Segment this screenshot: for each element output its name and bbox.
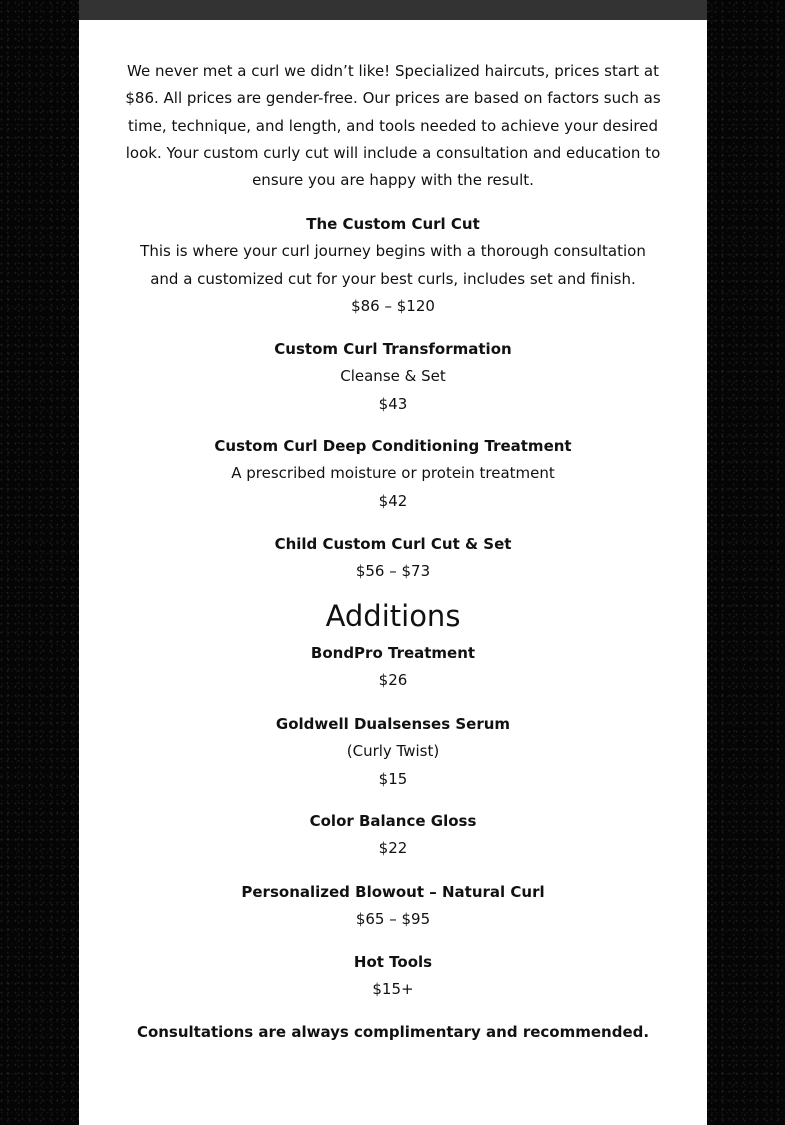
service-price: $86 – $120	[351, 296, 435, 315]
addition-title: Color Balance Gloss	[309, 812, 477, 830]
service-title: Custom Curl Deep Conditioning Treatment	[214, 437, 572, 455]
service-description: This is where your curl journey begins with a thorough consultation and a customized cut for your best curls, includes set and finish.	[140, 242, 646, 288]
addition-price: $22	[378, 839, 408, 858]
addition-price: $26	[378, 671, 408, 690]
service-custom-curl-transformation	[79, 336, 707, 418]
addition-price: $15	[378, 769, 408, 788]
service-title: Child Custom Curl Cut & Set	[274, 535, 512, 553]
service-child-cut	[79, 531, 707, 586]
addition-title: Hot Tools	[353, 953, 433, 971]
service-price: $56 – $73	[355, 562, 431, 581]
service-custom-curl-cut	[79, 211, 707, 320]
addition-color-gloss	[79, 808, 707, 863]
addition-blowout	[79, 879, 707, 934]
service-price: $42	[378, 491, 408, 510]
addition-hot-tools	[79, 949, 707, 1004]
top-bar	[79, 0, 707, 20]
addition-goldwell-serum	[79, 711, 707, 793]
addition-title: Goldwell Dualsenses Serum	[275, 715, 511, 733]
addition-price: $65 – $95	[355, 910, 431, 929]
service-deep-conditioning	[79, 433, 707, 515]
service-title: Custom Curl Transformation	[274, 340, 512, 358]
addition-title: BondPro Treatment	[310, 644, 476, 662]
service-price: $43	[378, 394, 408, 413]
service-description: Cleanse & Set	[340, 367, 446, 386]
addition-price: $15+	[372, 980, 414, 999]
addition-bondpro	[79, 640, 707, 695]
additions-heading: Additions	[325, 599, 461, 633]
addition-description: (Curly Twist)	[346, 742, 440, 761]
service-description: A prescribed moisture or protein treatment	[231, 464, 555, 483]
service-title: The Custom Curl Cut	[306, 215, 480, 233]
consultation-note: Consultations are always complimentary and recommended.	[136, 1023, 650, 1041]
intro-paragraph: We never met a curl we didn’t like! Specialized haircuts, prices start at $86. All prices are gender-free. Our prices are based on factors such as time, technique, and length, and tools needed to achieve your desired look. Your custom curly cut will include a consultation and education to ensure you are happy with the result.	[125, 62, 661, 190]
content-panel	[79, 0, 707, 1125]
addition-title: Personalized Blowout – Natural Curl	[241, 883, 545, 901]
